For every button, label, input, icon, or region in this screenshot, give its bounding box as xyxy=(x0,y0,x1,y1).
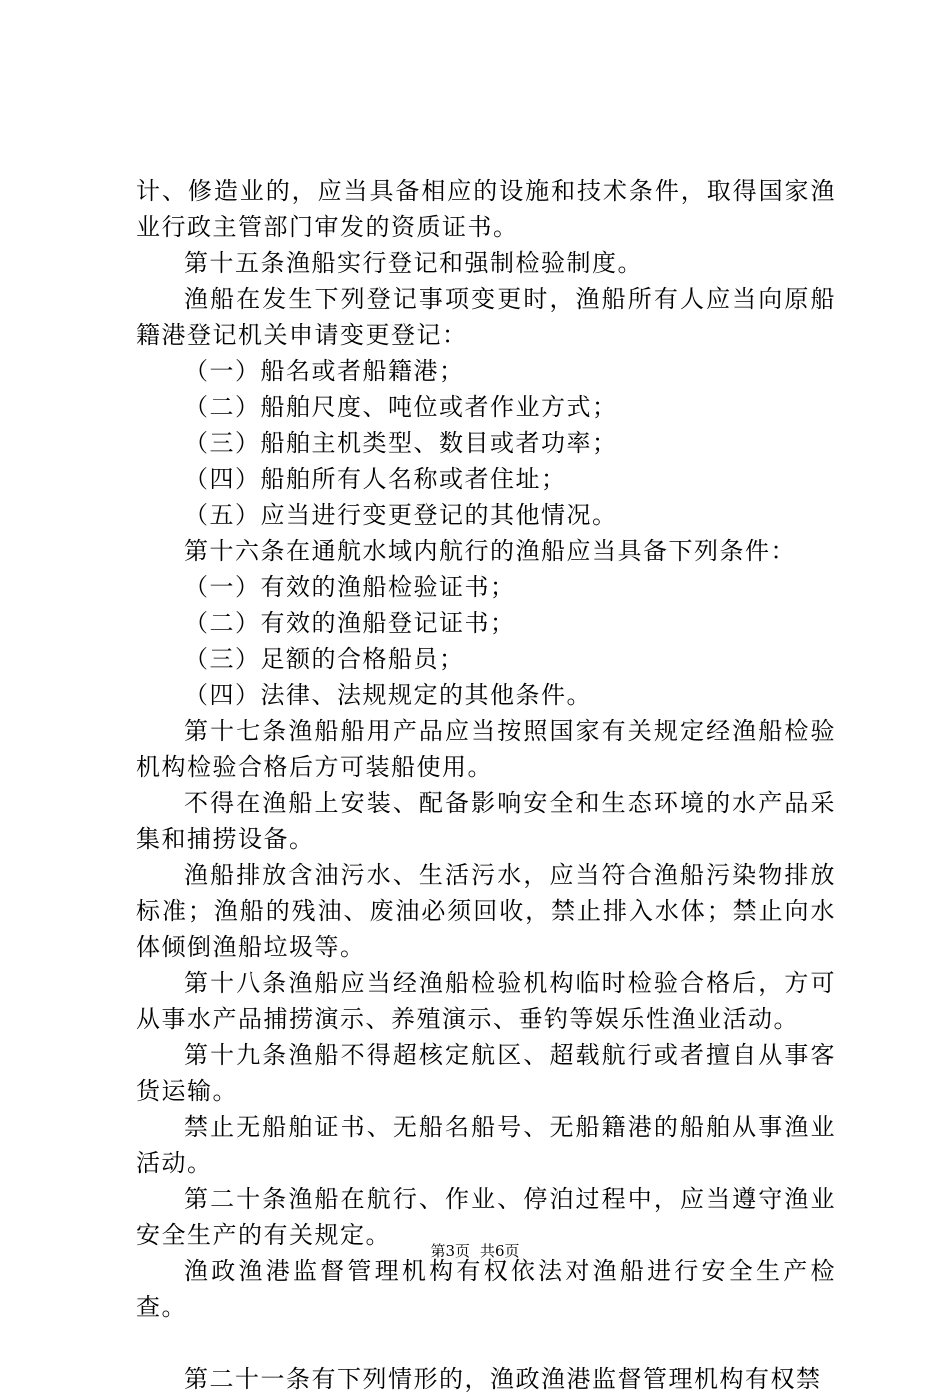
paragraph-continuation: 计、修造业的，应当具备相应的设施和技术条件，取得国家渔业行政主管部门审发的资质证书。 xyxy=(136,177,836,241)
paragraph: 渔船在发生下列登记事项变更时，渔船所有人应当向原船籍港登记机关申请变更登记： xyxy=(136,285,836,349)
list-item: （一）有效的渔船检验证书； xyxy=(184,573,516,601)
paragraph-article-20: 第二十条渔船在航行、作业、停泊过程中，应当遵守渔业安全生产的有关规定。 xyxy=(136,1185,836,1249)
page-total: 共6页 xyxy=(480,1242,520,1260)
paragraph: 禁止无船舶证书、无船名船号、无船籍港的船舶从事渔业活动。 xyxy=(136,1113,836,1177)
list-item: （三）足额的合格船员； xyxy=(184,645,465,673)
paragraph: 渔船排放含油污水、生活污水，应当符合渔船污染物排放标准；渔船的残油、废油必须回收，禁止排入水体；禁止向水体倾倒渔船垃圾等。 xyxy=(136,861,836,961)
paragraph-gap xyxy=(136,1325,836,1361)
paragraph-article-18: 第十八条渔船应当经渔船检验机构临时检验合格后，方可从事水产品捕捞演示、养殖演示、垂钓等娱乐性渔业活动。 xyxy=(136,969,836,1033)
paragraph: 不得在渔船上安装、配备影响安全和生态环境的水产品采集和捕捞设备。 xyxy=(136,789,836,853)
document-body xyxy=(136,173,836,1397)
page-number: 第3页 xyxy=(430,1242,470,1260)
paragraph-article-21: 第二十一条有下列情形的，渔政渔港监督管理机构有权禁 xyxy=(184,1365,822,1393)
list-item: （四）船舶所有人名称或者住址； xyxy=(184,465,567,493)
paragraph-article-17: 第十七条渔船船用产品应当按照国家有关规定经渔船检验机构检验合格后方可装船使用。 xyxy=(136,717,836,781)
list-item: （四）法律、法规规定的其他条件。 xyxy=(184,681,592,709)
paragraph-article-16: 第十六条在通航水域内航行的渔船应当具备下列条件： xyxy=(184,537,796,565)
list-item: （二）船舶尺度、吨位或者作业方式； xyxy=(184,393,618,421)
paragraph-article-15: 第十五条渔船实行登记和强制检验制度。 xyxy=(184,249,643,277)
paragraph-article-19: 第十九条渔船不得超核定航区、超载航行或者擅自从事客货运输。 xyxy=(136,1041,836,1105)
list-item: （五）应当进行变更登记的其他情况。 xyxy=(184,501,618,529)
list-item: （一）船名或者船籍港； xyxy=(184,357,465,385)
list-item: （二）有效的渔船登记证书； xyxy=(184,609,516,637)
page-footer xyxy=(0,1241,950,1261)
list-item: （三）船舶主机类型、数目或者功率； xyxy=(184,429,618,457)
paragraph: 渔政渔港监督管理机构有权依法对渔船进行安全生产检查。 xyxy=(136,1257,836,1321)
